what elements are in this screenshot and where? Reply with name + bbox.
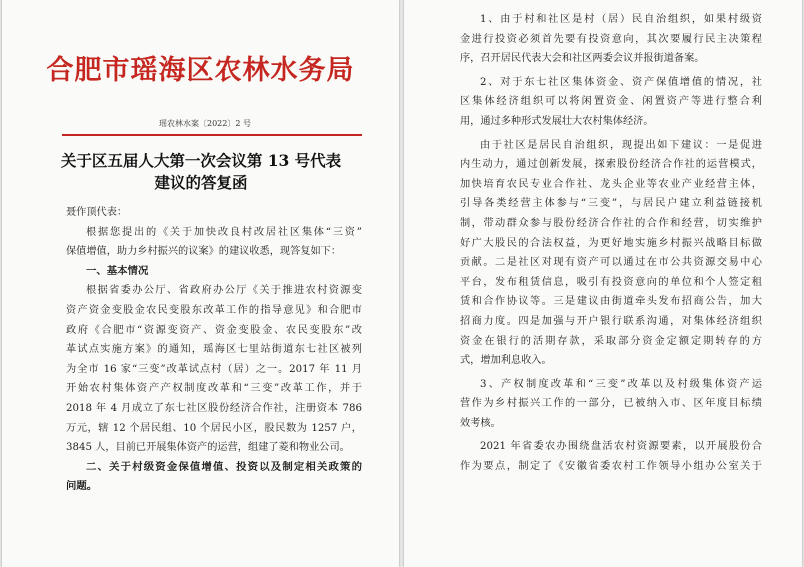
right-page-body [460, 10, 762, 477]
body-line: 由于社区是居民自治组织，现提出如下建议：一是促进 [480, 139, 762, 151]
body-line: 赁和合作协议等。三是建议由街道牵头发布招商公告，加大 [460, 296, 762, 308]
body-line: 资产资金变股金农民变股东改革工作的指导意见》和合肥市 [66, 304, 362, 316]
letterhead-red-rule [62, 134, 362, 136]
body-line: 好广大股民的合法权益，为更好地实施乡村振兴战略目标做 [460, 237, 762, 249]
body-line: 金进行投资必须首先要有投资意向，其次要履行民主决策程 [460, 33, 762, 45]
body-line: 区集体经济组织可以将闲置资金、闲置资产等进行整合利 [460, 96, 762, 108]
body-line: 开始农村集体资产产权制度改革和“三变”改革工作，并于 [66, 383, 362, 395]
left-page-body [66, 203, 362, 497]
body-line: 为全市 16 家“三变”改革试点村（居）之一。2017 年 11 月 [66, 363, 362, 375]
document-number: 瑶农林水案〔2022〕2 号 [159, 119, 251, 128]
section-heading-2: 二、关于村级资金保值增值、投资以及制定相关政策的 [86, 460, 362, 473]
body-line: 序，召开居民代表大会和社区两委会议并报街道备案。 [460, 53, 705, 65]
body-line: 根据省委办公厅、省政府办公厅《关于推进农村资源变 [86, 285, 362, 297]
body-line: 平台，发布租赁信息，吸引有投资意向的单位和个人签定租 [460, 276, 762, 288]
document-page-left [2, 0, 399, 567]
body-line: 贡献。二是社区对现有资产可以通过在市公共资源交易中心 [460, 257, 762, 269]
body-line: 根据您提出的《关于加快改良村改居社区集体“三资” [86, 226, 362, 238]
body-line: 用，通过多种形式发展壮大农村集体经济。 [460, 115, 654, 127]
letterhead-org-name: 合肥市瑶海区农林水务局 [46, 55, 355, 86]
body-line: 招商力度。四是加强与开户银行联系沟通，对集体经济组织 [460, 315, 762, 327]
letter-title [46, 150, 356, 194]
body-line: 内生动力，通过创新发展，探索股份经济合作社的运营模式， [460, 159, 762, 171]
body-line: 革试点实施方案》的通知，瑶海区七里站街道东七社区被列 [66, 344, 362, 356]
body-line: 政府《合肥市“资源变资产、资金变股金、农民变股东”改 [66, 324, 362, 336]
body-line: 效考核。 [460, 417, 501, 429]
body-line: 2018 年 4 月成立了东七社区股份经济合作社，注册资本 786 [66, 402, 362, 414]
body-line: 加快培育农民专业合作社、龙头企业等农业产业经营主体， [460, 178, 762, 190]
section-heading-1: 一、基本情况 [86, 264, 149, 277]
body-line: 营作为乡村振兴工作的一部分，已被纳入市、区年度目标绩 [460, 398, 762, 410]
body-line: 资金在银行的活期存款，采取部分资金定额定期转存的方 [460, 335, 762, 347]
body-line: 2021 年省委农办围绕盘活农村资源要素，以开展股份合 [480, 441, 762, 453]
body-line: 保值增值，助力乡村振兴的议案》的建议收悉，现答复如下： [66, 246, 342, 258]
section-heading-2-cont: 问题。 [66, 480, 98, 493]
body-line: 3、产权制度改革和“三变”改革以及村级集体资产运 [480, 378, 762, 390]
body-line: 万元，辖 12 个居民组、10 个居民小区，股民数为 1257 户， [66, 422, 362, 434]
body-line: 1、由于村和社区是村（居）民自治组织，如果村级资 [480, 14, 762, 25]
body-line: 作为要点，制定了《安徽省委农村工作领导小组办公室关于 [460, 461, 762, 473]
body-line: 式，增加利息收入。 [460, 355, 552, 367]
document-page-right [404, 0, 802, 567]
letter-title-line-2: 建议的答复函 [154, 173, 248, 192]
body-line: 2、对于东七社区集体资金、资产保值增值的情况，社 [480, 76, 762, 88]
body-line: 制，带动群众参与股份经济合作社的合作和经营，切实维护 [460, 217, 762, 229]
body-line: 3845 人，目前已开展集体资产的运营，组建了菱和物业公司。 [66, 442, 350, 454]
salutation: 聂作顶代表： [66, 207, 128, 218]
letter-title-line-1: 关于区五届人大第一次会议第 13 号代表 [60, 151, 342, 170]
body-line: 引导各类经营主体参与“三变”，与居民户建立利益链接机 [460, 198, 762, 210]
